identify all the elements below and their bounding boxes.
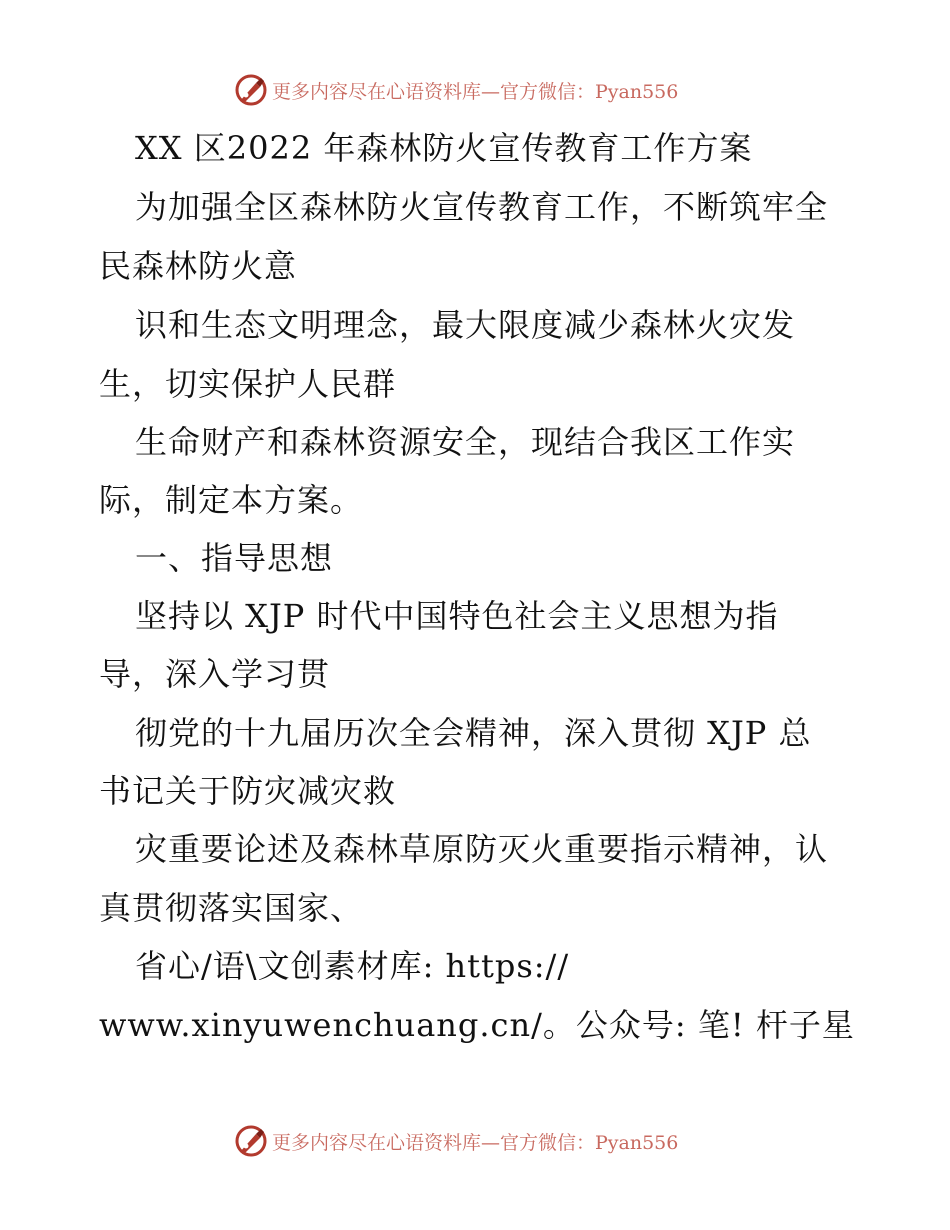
paragraph-line: 真贯彻落实国家、 — [99, 889, 364, 927]
paragraph-line: 生，切实保护人民群 — [99, 365, 397, 403]
paragraph-line: 民森林防火意 — [99, 247, 298, 285]
paragraph-line: 坚持以 XJP 时代中国特色社会主义思想为指 — [135, 597, 779, 635]
paragraph-line: 灾重要论述及森林草原防灭火重要指示精神，认 — [135, 830, 829, 868]
footer-banner-text: 更多内容尽在心语资料库—官方微信：Pyan556 — [272, 1131, 679, 1154]
paragraph-line: 书记关于防灾减灾救 — [99, 772, 397, 810]
paragraph-line: 识和生态文明理念，最大限度减少森林火灾发 — [135, 306, 796, 344]
paragraph-line: 彻党的十九届历次全会精神，深入贯彻 XJP 总 — [135, 714, 812, 752]
footer-banner — [0, 1121, 950, 1161]
paragraph-line: 为加强全区森林防火宣传教育工作，不断筑牢全 — [135, 188, 829, 226]
header-banner — [0, 70, 950, 110]
paragraph-line: 省心/语\文创素材库: https:// — [135, 947, 570, 985]
paragraph-line: 生命财产和森林资源安全，现结合我区工作实 — [135, 423, 796, 461]
header-banner-content — [234, 70, 678, 110]
paragraph-line: www.xinyuwenchuang.cn/。公众号: 笔! 杆子星 — [99, 1006, 855, 1044]
paragraph-line: 际，制定本方案。 — [99, 481, 364, 519]
paragraph-line: 导，深入学习贯 — [99, 655, 331, 693]
pen-logo-icon — [234, 1124, 268, 1158]
footer-banner-content — [234, 1121, 678, 1161]
pen-logo-icon — [234, 73, 268, 107]
section-heading: 一、指导思想 — [135, 539, 334, 577]
document-title: XX 区2022 年森林防火宣传教育工作方案 — [135, 129, 753, 167]
header-banner-text: 更多内容尽在心语资料库—官方微信：Pyan556 — [272, 80, 679, 103]
